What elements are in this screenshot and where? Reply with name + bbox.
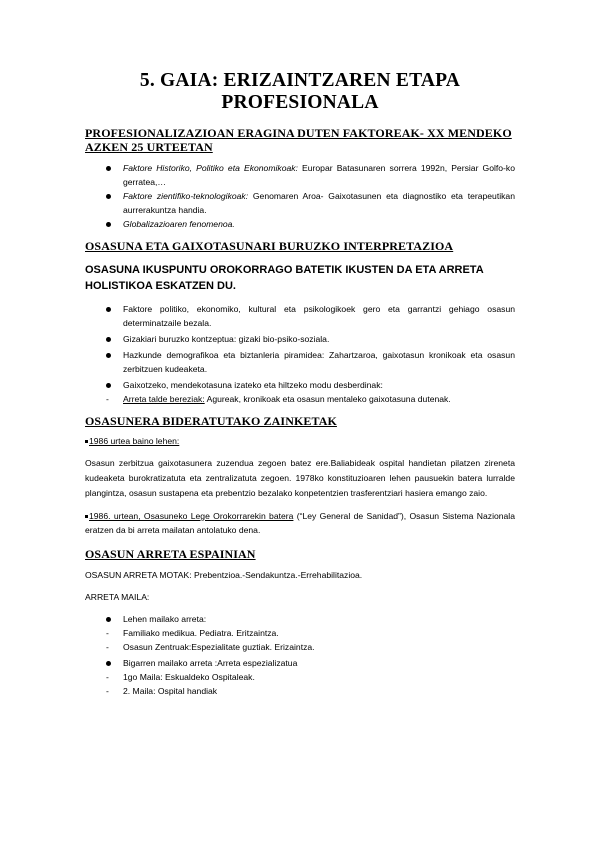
bullet-icon [106,348,118,362]
section-subheading-holistic: OSASUNA IKUSPUNTU OROKORRAGO BATETIK IKUSTEN DA ETA ARRETA HOLISTIKOA ESKATZEN DU. [85,264,484,292]
square-bullet-icon [85,440,88,443]
dash-icon: - [106,686,109,696]
dash-icon: - [106,642,109,652]
section-heading-health-interpretation: OSASUNA ETA GAIXOTASUNARI BURUZKO INTERPRETAZIOA [85,239,454,253]
paragraph-before-1986: Osasun zerbitzua gaixotasunera zuzendua zegoen batez ere.Baliabideak ospital handietan pilatzen zireneta kudeaketa burokratizatuta eta zentralizatuta zegoen. 1978ko konstituzioaren lehen pausuekin batera lurralde plangintza, osasun sustapena eta prebentzio bezalako konpetentzien trasferentziari hasiera emango zaio. [85,458,515,498]
factors-list [85,161,515,231]
list-item: Globalizazioaren fenomenoa. [85,217,515,231]
section-heading-professionalization: PROFESIONALIZAZIOAN ERAGINA DUTEN FAKTOREAK- XX MENDEKO AZKEN 25 URTEETAN [85,126,512,154]
list-item: Bigarren mailako arreta :Arreta espezializatua [85,656,515,670]
list-item: - Osasun Zentruak:Espezialitate guztiak. Erizaintza. [106,642,315,652]
list-item: Hazkunde demografikoa eta biztanleria piramidea: Zahartzaroa, gaixotasun kronikoak eta osasun zerbitzuen kudeaketa. [85,348,515,376]
bullet-icon [106,656,118,670]
bullet-icon [106,302,118,316]
list-item: - 2. Maila: Ospital handiak [106,686,218,696]
list-item: Lehen mailako arreta: [85,612,515,626]
paragraph-1986: 1986. urtean, Osasuneko Lege Orokorrarekin batera (“Ley General de Sanidad”), Osasun Sistema Nazionala eratzen da bi arreta mailatan antolatuko dena. [85,511,516,535]
bullet-icon [106,217,118,231]
list-item: - Familiako medikua. Pediatra. Eritzaintza. [106,628,279,638]
section-heading-care: OSASUNERA BIDERATUTAKO ZAINKETAK [85,414,337,428]
list-item: Faktore zientifiko-teknologikoak: Genomaren Aroa- Gaixotasunen eta diagnostiko eta terapeutikan aurrerakuntza handia. [85,189,515,217]
list-item: - Arreta talde bereziak: Agureak, kronikoak eta osasun mentaleko gaixotasuna dutenak. [106,394,451,404]
square-bullet-icon [85,515,88,518]
list-item: - 1go Maila: Eskualdeko Ospitaleak. [106,672,255,682]
care-levels-label: ARRETA MAILA: [85,592,150,602]
section-heading-spain-care: OSASUN ARRETA ESPAINIAN [85,547,256,561]
before-1986-label: 1986 urtea baino lehen: [85,434,515,448]
bullet-icon [106,332,118,346]
bullet-icon [106,612,118,626]
dash-icon: - [106,628,109,638]
dash-icon: - [106,394,109,404]
list-item: Faktore Historiko, Politiko eta Ekonomikoak: Europar Batasunaren sorrera 1992n, Persiar Golfo-ko gerratea,… [85,161,515,189]
bullet-icon [106,161,118,175]
health-factors-list [85,302,515,406]
dash-icon: - [106,672,109,682]
page-title: 5. GAIA: ERIZAINTZAREN ETAPA PROFESIONALA [139,70,461,113]
list-item: Gaixotzeko, mendekotasuna izateko eta hiltzeko modu desberdinak: [85,378,515,392]
care-types: OSASUN ARRETA MOTAK: Prebentzioa.-Sendakuntza.-Errehabilitazioa. [85,570,363,580]
list-item: Gizakiari buruzko kontzeptua: gizaki bio-psiko-soziala. [85,332,515,346]
list-item: Faktore politiko, ekonomiko, kultural eta psikologikoek gero eta garrantzi gehiago osasun determinatzaile bezala. [85,302,515,330]
bullet-icon [106,378,118,392]
care-levels-list [85,612,515,698]
bullet-icon [106,189,118,203]
document-page [85,70,515,698]
